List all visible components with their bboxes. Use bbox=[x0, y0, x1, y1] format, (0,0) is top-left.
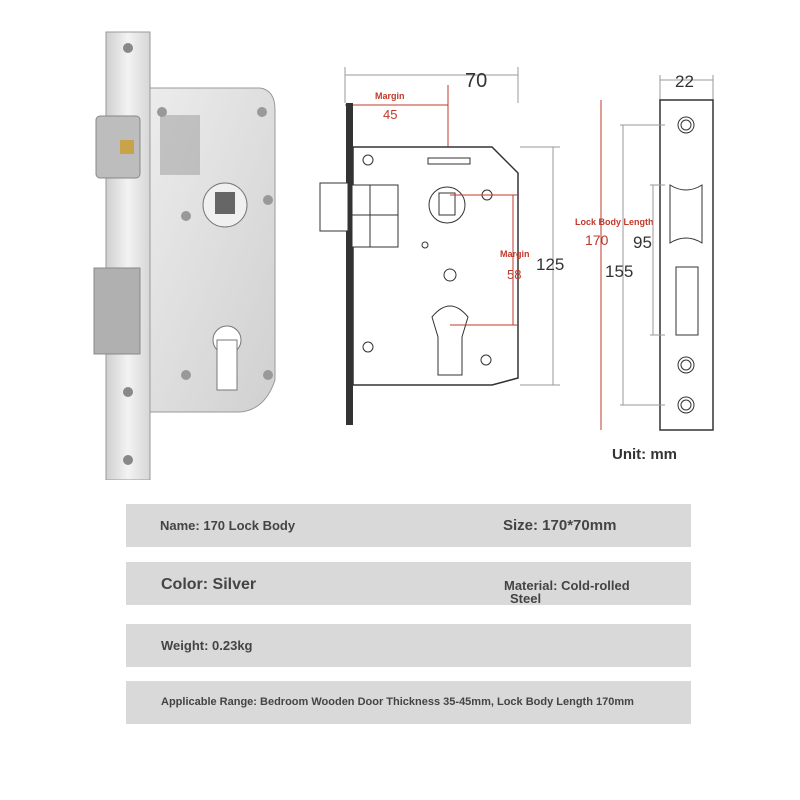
margin-label-top: Margin bbox=[375, 91, 405, 101]
margin-value-top: 45 bbox=[383, 107, 398, 122]
spec-row-name-size bbox=[126, 504, 691, 547]
dim-side-outer: 155 bbox=[605, 262, 634, 281]
dim-width-top: 70 bbox=[465, 70, 488, 92]
spec-range: Applicable Range: Bedroom Wooden Door Thickness 35-45mm, Lock Body Length 170mm bbox=[161, 696, 634, 708]
spec-row-weight bbox=[126, 624, 691, 667]
dim-side-inner: 95 bbox=[633, 233, 652, 252]
spec-row-color-material bbox=[126, 562, 691, 605]
side-dimension-drawing bbox=[565, 55, 765, 455]
spec-size: Size: 170*70mm bbox=[503, 517, 617, 534]
spec-material-line1: Material: Cold-rolled bbox=[504, 578, 630, 593]
spec-material-line2: Steel bbox=[510, 591, 542, 606]
spec-row-range bbox=[126, 681, 691, 724]
margin-label-right: Margin bbox=[500, 249, 530, 259]
margin-value-right: 58 bbox=[507, 267, 522, 282]
spec-color: Color: Silver bbox=[161, 576, 257, 593]
lock-body-length-value: 170 bbox=[585, 232, 609, 248]
dim-side-width: 22 bbox=[675, 72, 694, 91]
spec-weight: Weight: 0.23kg bbox=[161, 638, 253, 653]
front-dimension-drawing bbox=[300, 55, 570, 435]
dim-height-body: 125 bbox=[536, 255, 565, 274]
lock-body-photo bbox=[90, 20, 290, 480]
lock-body-length-label: Lock Body Length bbox=[575, 217, 654, 227]
spec-name: Name: 170 Lock Body bbox=[160, 518, 296, 533]
unit-label: Unit: mm bbox=[612, 446, 677, 463]
